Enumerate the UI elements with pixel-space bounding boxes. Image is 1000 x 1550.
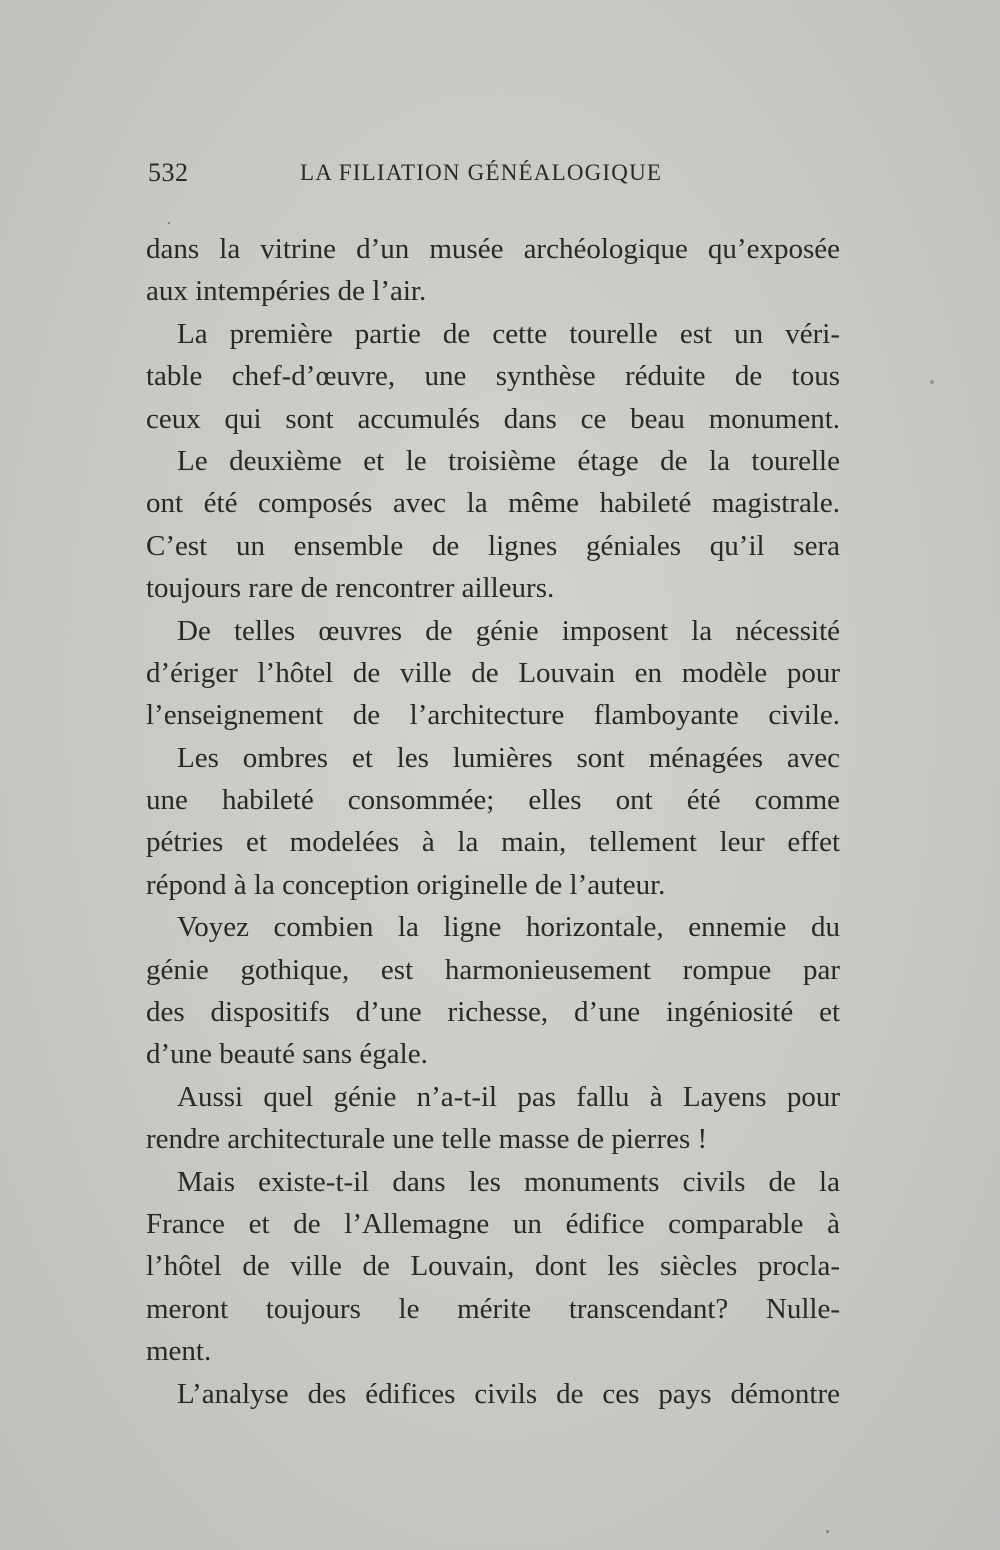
text-line: C’est un ensemble de lignes géniales qu’il sera <box>146 529 840 562</box>
text-line: Les ombres et les lumières sont ménagées avec <box>177 741 840 774</box>
text-line: L’analyse des édifices civils de ces pays démontre <box>177 1377 840 1410</box>
text-line: une habileté consommée; elles ont été comme <box>146 784 840 817</box>
text-line: meront toujours le mérite transcendant? Nulle- <box>146 1292 840 1325</box>
text-line: La première partie de cette tourelle est un véri- <box>177 317 840 350</box>
print-speck <box>826 1530 829 1533</box>
text-line: Le deuxième et le troisième étage de la tourelle <box>177 444 840 477</box>
text-line: ont été composés avec la même habileté magistrale. <box>146 487 840 520</box>
print-speck <box>168 222 170 224</box>
running-head <box>146 152 840 196</box>
text-line: d’une beauté sans égale. <box>146 1038 428 1071</box>
text-line: Mais existe-t-il dans les monuments civils de la <box>177 1165 840 1198</box>
running-title: LA FILIATION GÉNÉALOGIQUE <box>300 160 663 185</box>
page-number: 532 <box>148 158 189 187</box>
text-line: répond à la conception originelle de l’auteur. <box>146 868 666 901</box>
text-line: rendre architecturale une telle masse de pierres ! <box>146 1123 708 1156</box>
text-line: aux intempéries de l’air. <box>146 275 427 308</box>
text-line: ceux qui sont accumulés dans ce beau monument. <box>146 402 840 435</box>
text-line: De telles œuvres de génie imposent la nécessité <box>177 614 840 647</box>
text-line: table chef-d’œuvre, une synthèse réduite de tous <box>146 360 840 393</box>
text-line: Aussi quel génie n’a-t-il pas fallu à Layens pour <box>177 1080 840 1113</box>
text-line: ment. <box>146 1335 212 1368</box>
text-line: génie gothique, est harmonieusement rompue par <box>146 953 840 986</box>
text-line: pétries et modelées à la main, tellement leur effet <box>146 826 840 859</box>
body-text <box>146 228 840 1415</box>
print-speck <box>930 380 934 384</box>
text-line: France et de l’Allemagne un édifice comparable à <box>146 1207 840 1240</box>
text-line: dans la vitrine d’un musée archéologique qu’exposée <box>146 233 840 265</box>
text-line: d’ériger l’hôtel de ville de Louvain en modèle pour <box>146 656 840 689</box>
text-line: Voyez combien la ligne horizontale, ennemie du <box>177 911 840 944</box>
text-line: l’enseignement de l’architecture flamboyante civile. <box>146 699 840 732</box>
text-line: des dispositifs d’une richesse, d’une ingéniosité et <box>146 996 840 1029</box>
text-line: l’hôtel de ville de Louvain, dont les siècles procla- <box>146 1250 840 1283</box>
text-line: toujours rare de rencontrer ailleurs. <box>146 572 555 605</box>
